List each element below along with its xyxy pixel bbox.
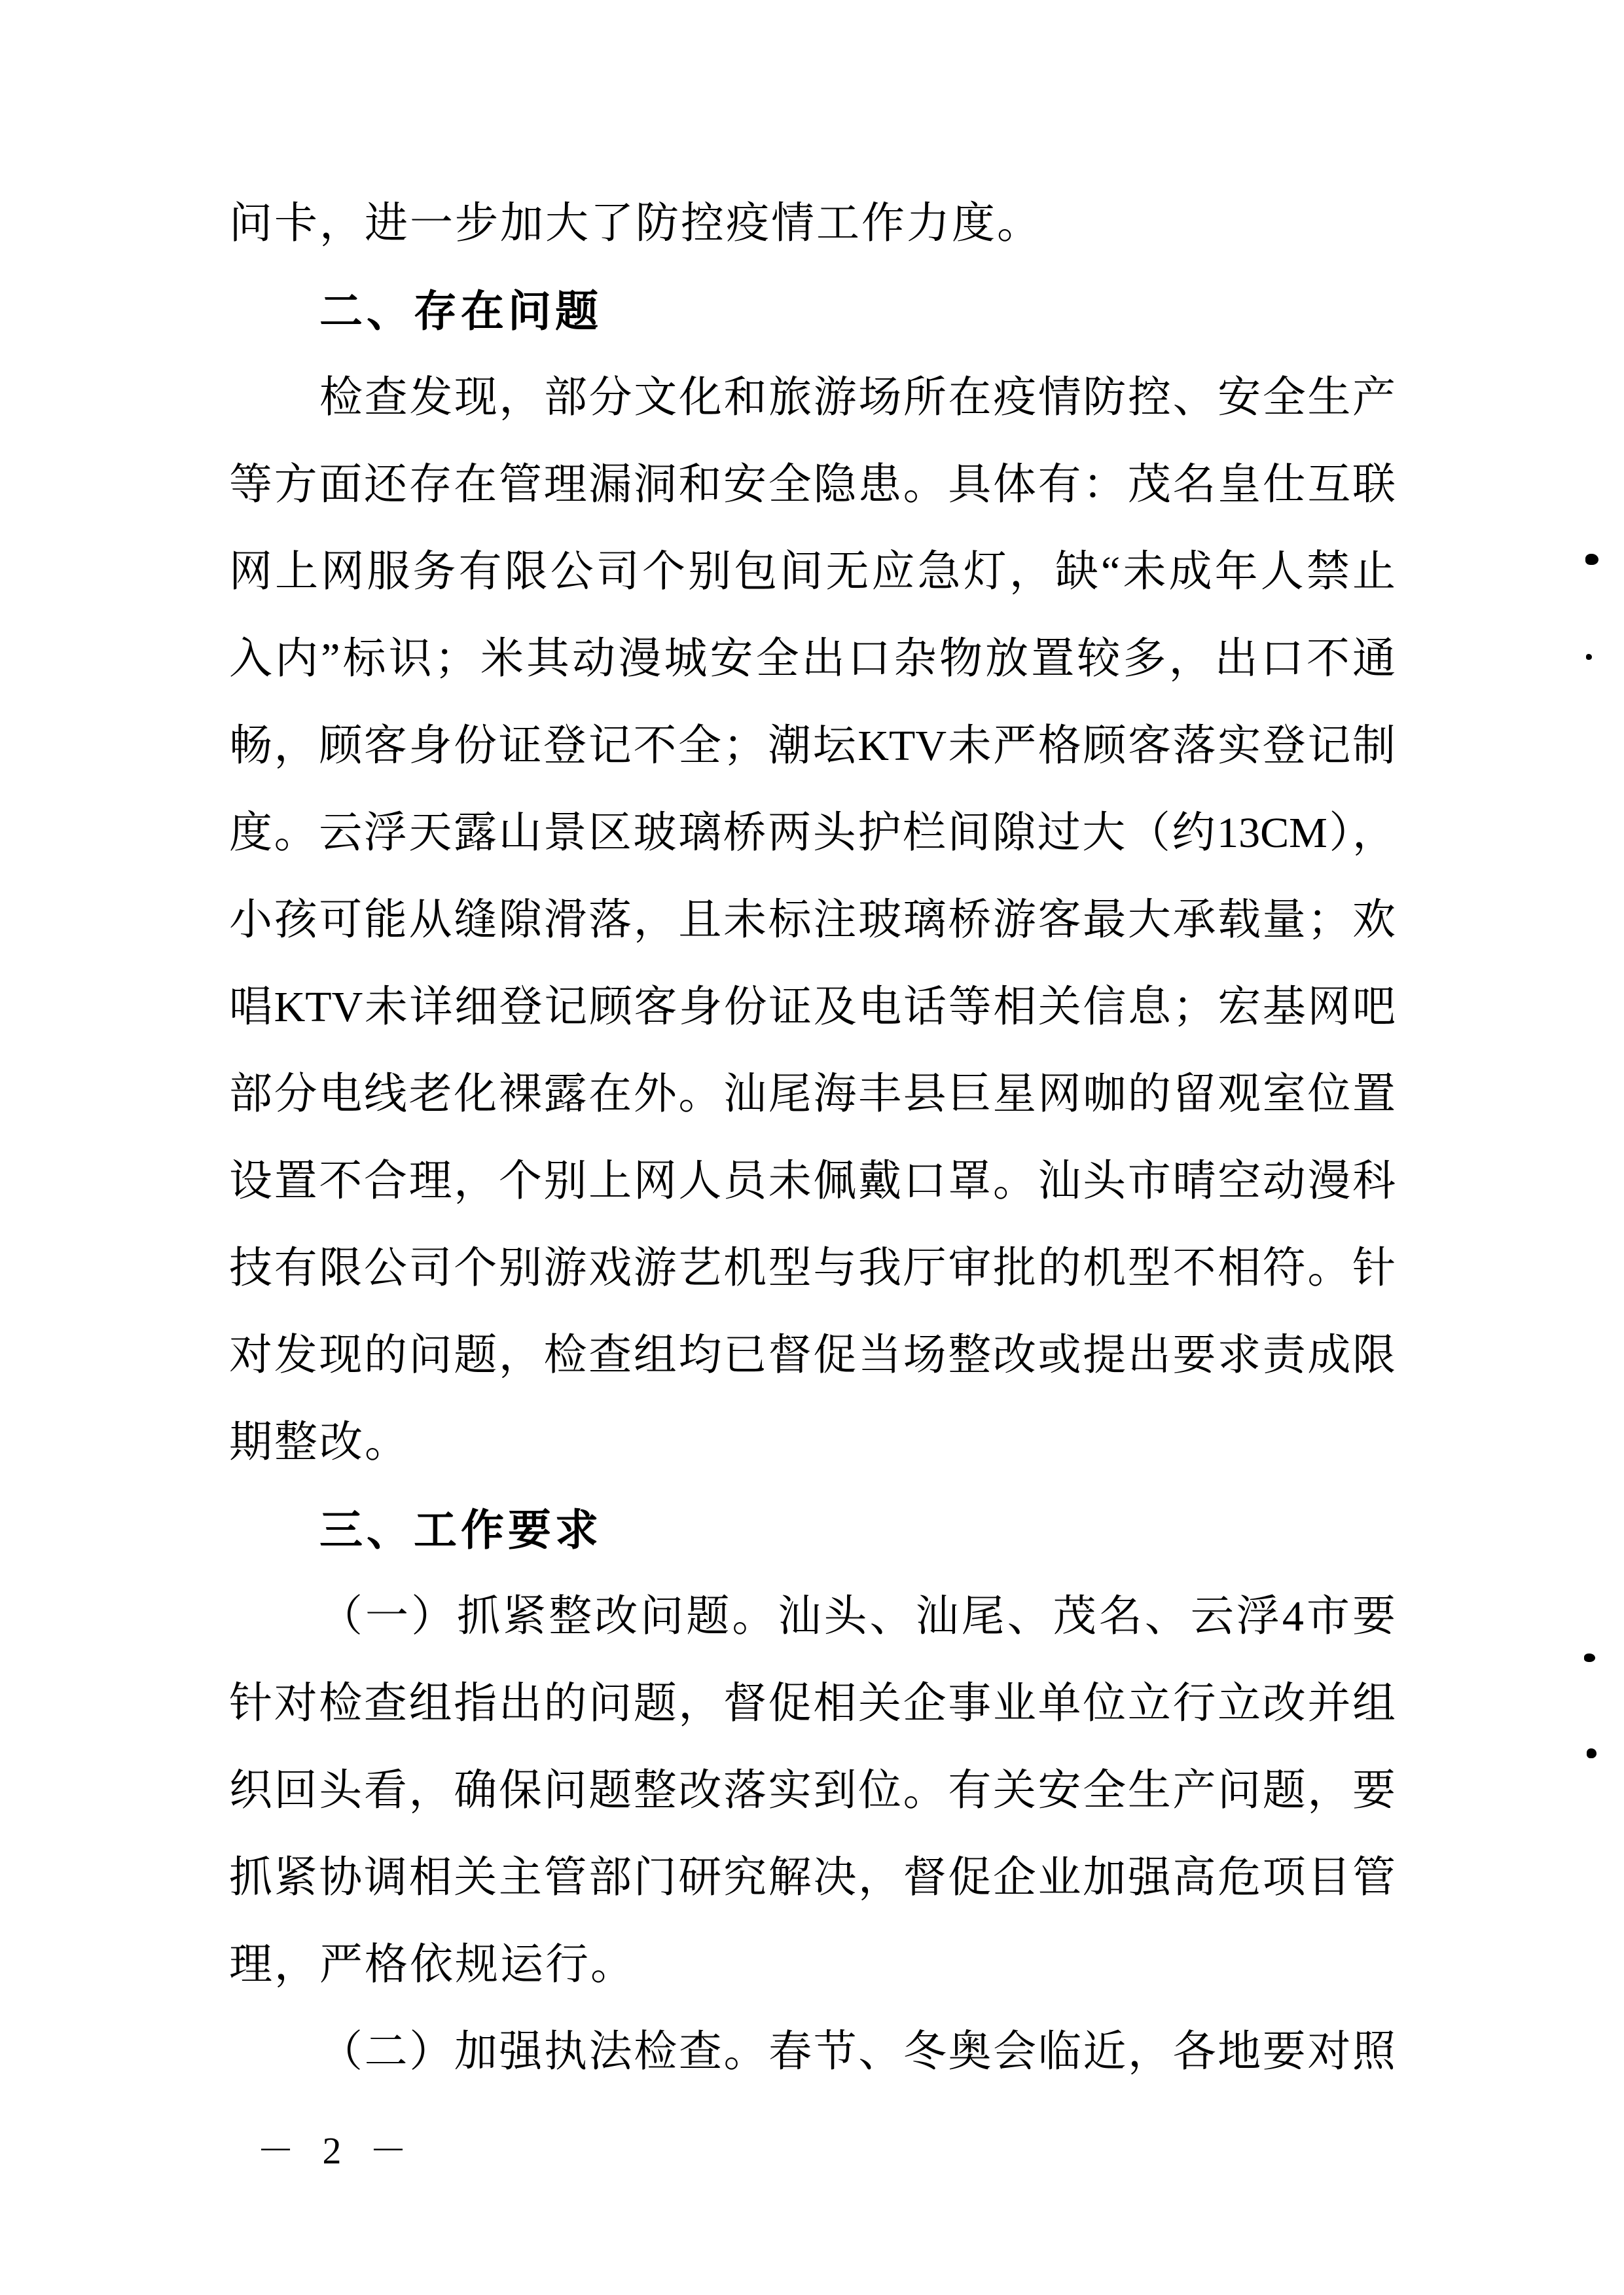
text-line: （一）抓紧整改问题。汕头、汕尾、茂名、云浮4市要 [319,1593,1396,1640]
text-line: 部分电线老化裸露在外。汕尾海丰县巨星网咖的留观室位置 [229,1070,1396,1118]
text-line: 唱KTV未详细登记顾客身份证及电话等相关信息；宏基网吧 [229,983,1396,1031]
document-body [229,198,1396,2113]
scan-noise-dot [1587,1748,1597,1758]
text-line: 对发现的问题，检查组均已督促当场整改或提出要求责成限 [229,1331,1396,1379]
text-line: 网上网服务有限公司个别包间无应急灯，缺“未成年人禁止 [229,548,1396,596]
text-line: 检查发现，部分文化和旅游场所在疫情防控、安全生产 [319,374,1396,422]
text-line: 抓紧协调相关主管部门研究解决，督促企业加强高危项目管 [229,1854,1396,1902]
text-line: 小孩可能从缝隙滑落，且未标注玻璃桥游客最大承载量；欢 [229,896,1396,944]
scan-noise-dot [1586,654,1592,660]
text-line: 畅，顾客身份证登记不全；潮坛KTV未严格顾客落实登记制 [229,722,1396,770]
text-line: 问卡，进一步加大了防控疫情工作力度。 [229,200,1042,247]
text-line: 等方面还存在管理漏洞和安全隐患。具体有：茂名皇仕互联 [229,461,1396,509]
text-line: （二）加强执法检查。春节、冬奥会临近，各地要对照 [319,2028,1396,2076]
text-line: 技有限公司个别游戏游艺机型与我厅审批的机型不相符。针 [229,1244,1396,1292]
page-number: － 2 － [257,2129,417,2172]
text-line: 织回头看，确保问题整改落实到位。有关安全生产问题，要 [229,1767,1396,1815]
text-line: 度。云浮天露山景区玻璃桥两头护栏间隙过大（约13CM）， [229,809,1396,857]
scan-noise-dot [1585,554,1598,565]
text-line: 期整改。 [229,1419,410,1466]
section-heading: 三、工作要求 [319,1506,602,1554]
section-heading: 二、存在问题 [319,287,602,335]
text-line: 针对检查组指出的问题，督促相关企事业单位立行立改并组 [229,1680,1396,1727]
text-line: 理，严格依规运行。 [229,1941,636,1989]
scan-noise-dot [1584,1653,1595,1662]
text-line: 设置不合理，个别上网人员未佩戴口罩。汕头市晴空动漫科 [229,1157,1396,1205]
text-line: 入内”标识；米其动漫城安全出口杂物放置较多，出口不通 [229,635,1396,683]
